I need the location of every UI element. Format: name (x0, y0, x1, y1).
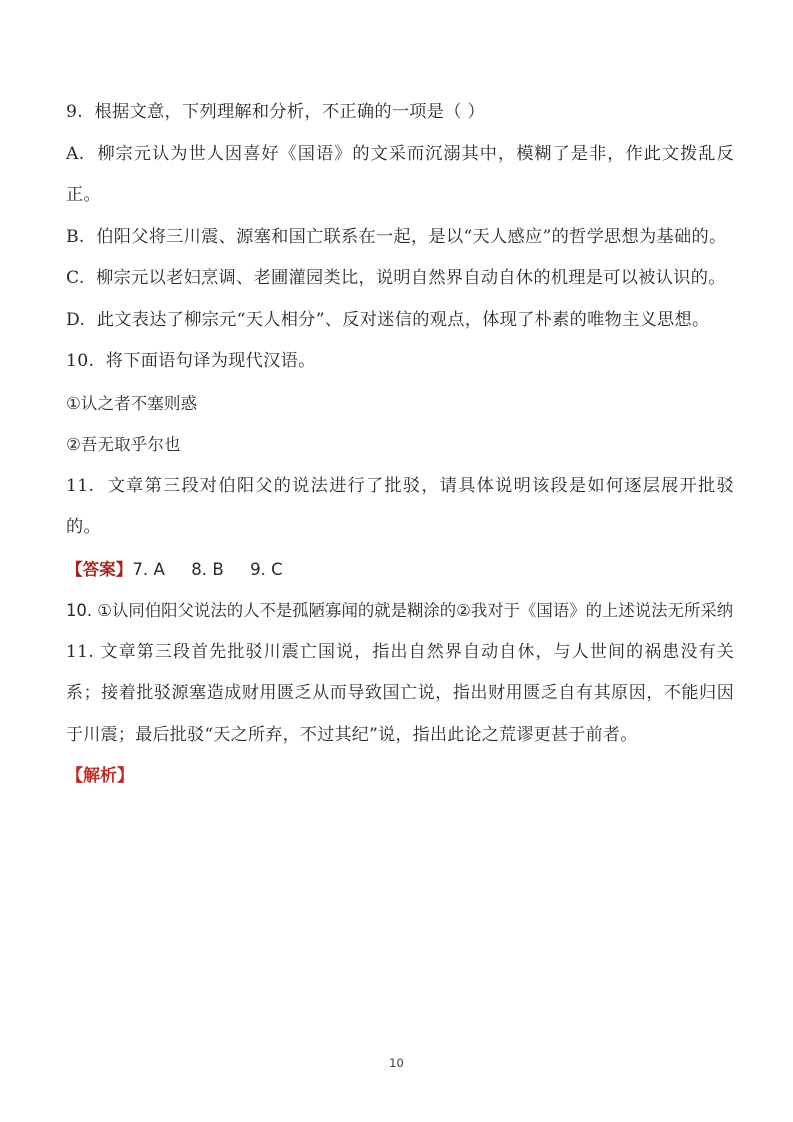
option-a-lead: A. (66, 143, 98, 164)
question-9-option-b (66, 217, 734, 259)
answer-choices-line: 7. A 8. B 9. C (132, 559, 283, 579)
option-d-text: 此文表达了柳宗元“天人相分”、反对迷信的观点，体现了朴素的唯物主义思想。 (96, 309, 710, 330)
question-11-stem (66, 466, 734, 549)
question-10-text: 将下面语句译为现代汉语。 (105, 351, 316, 371)
question-10-lead: 10. (66, 351, 106, 371)
analysis-block-header (66, 756, 734, 798)
answer-label: 【答案】 (66, 559, 133, 579)
question-10-item-1: ①认之者不塞则惑 (66, 393, 198, 413)
answer-11-text: 文章第三段首先批驳川震亡国说，指出自然界自动自休，与人世间的祸患没有关系；接着批驳源塞造成财用匮乏从而导致国亡说，指出财用匮乏自有其原因，不能归因于川震；最后批驳“天之所弃，不过其纪”说，指出此论之荒谬更甚于前者。 (66, 641, 735, 745)
answer-10 (66, 590, 734, 632)
question-9-option-d (66, 300, 734, 342)
question-9-lead: 9. (66, 102, 95, 122)
page-number: 10 (389, 1056, 404, 1070)
question-11-lead: 11. (66, 475, 108, 496)
option-c-text: 柳宗元以老妇烹调、老圃灌园类比，说明自然界自动自休的机理是可以被认识的。 (96, 268, 726, 288)
analysis-label: 【解析】 (66, 766, 134, 786)
answer-11 (66, 632, 734, 757)
question-9-option-c (66, 258, 734, 300)
option-d-lead: D. (66, 309, 97, 330)
answer-10-text: ①认同伯阳父说法的人不是孤陋寡闻的就是糊涂的②我对于《国语》的上述说法无所采纳 (97, 601, 734, 620)
answer-10-lead: 10. (66, 601, 98, 620)
question-10-item-2: ②吾无取乎尔也 (66, 435, 181, 454)
question-9-option-a (66, 134, 734, 217)
option-c-lead: C. (66, 268, 97, 288)
option-b-text: 伯阳父将三川震、源塞和国亡联系在一起，是以“天人感应”的哲学思想为基础的。 (96, 226, 727, 247)
page-content (66, 92, 734, 798)
answer-block-header (66, 549, 734, 591)
question-10-stem (66, 341, 734, 383)
answer-11-lead: 11. (66, 641, 101, 662)
question-11-text: 文章第三段对伯阳父的说法进行了批驳，请具体说明该段是如何逐层展开批驳的。 (66, 475, 734, 537)
option-b-lead: B. (66, 226, 97, 247)
option-a-text: 柳宗元认为世人因喜好《国语》的文采而沉溺其中，模糊了是非，作此文拨乱反正。 (66, 143, 734, 205)
question-9-stem (66, 92, 734, 134)
question-9-text: 根据文意，下列理解和分析，不正确的一项是（ ） (94, 102, 486, 122)
